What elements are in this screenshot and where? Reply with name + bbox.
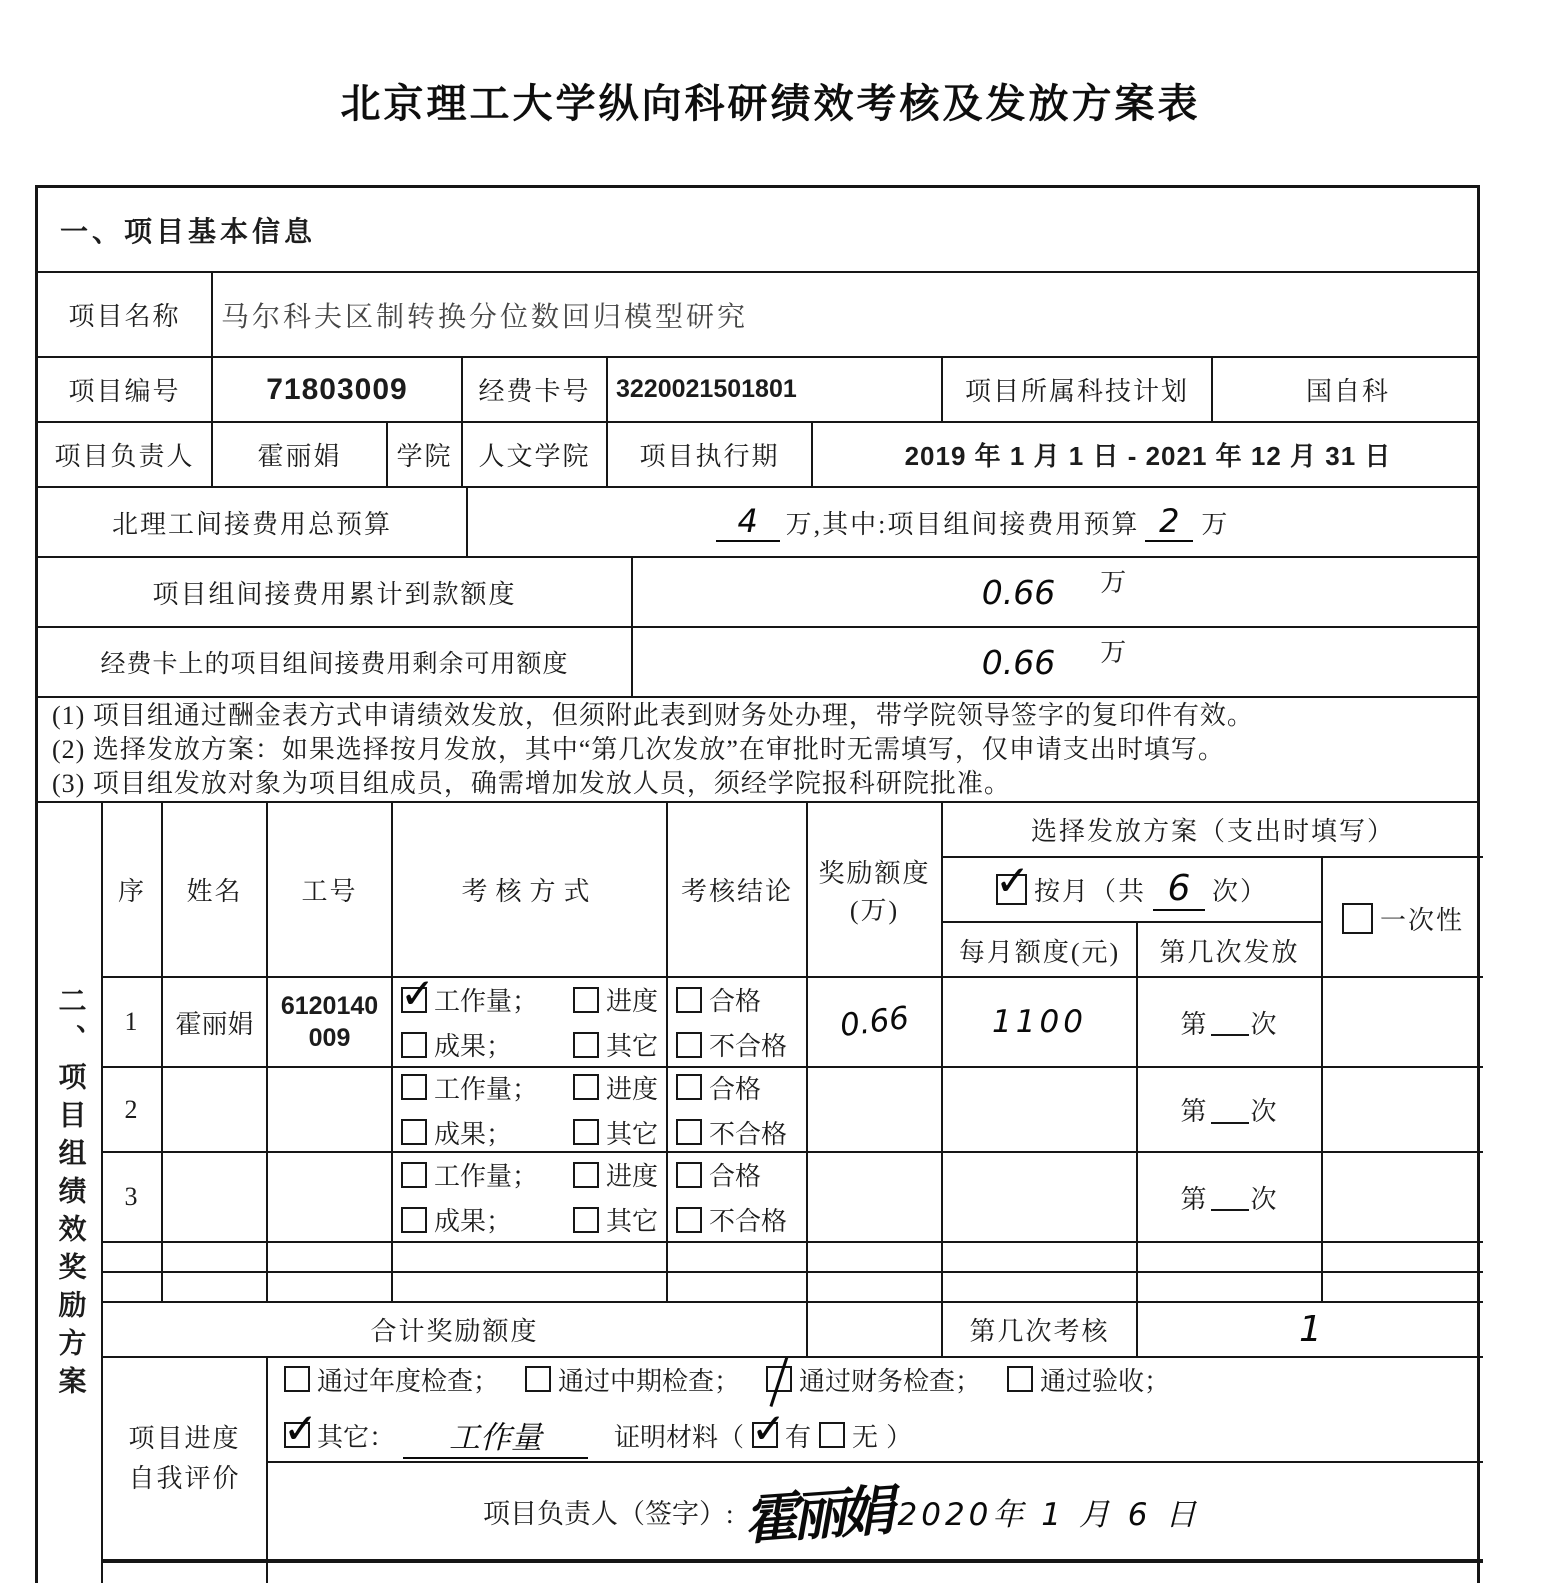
row1-empno-cell [268, 978, 393, 1066]
other-eval-checkbox [284, 1422, 310, 1448]
annual-check-label: 通过年度检查； [317, 1366, 500, 1396]
header-method: 考核方式 [461, 877, 598, 906]
row1-nth-prefix: 第 [1180, 1009, 1209, 1039]
row1-nth-cell [1138, 978, 1323, 1066]
project-no-label-cell [38, 358, 213, 421]
project-no-value-cell [213, 358, 463, 421]
section2-content [103, 803, 1483, 1583]
empty-cell [103, 1243, 163, 1271]
header-name: 姓名 [186, 877, 243, 906]
monthly-option-cell [943, 858, 1323, 923]
empty-cell [1138, 1273, 1323, 1301]
row2-seq-cell [103, 1068, 163, 1151]
signature-date: 2020年 1 月 6 日 [897, 1496, 1201, 1533]
row2-once-cell [1323, 1068, 1483, 1151]
section2-vertical-label-cell [38, 803, 103, 1583]
empty-cell [808, 1243, 943, 1271]
row1-conclusion-cell [668, 978, 808, 1066]
monthly-amount-header-cell [943, 923, 1138, 978]
row2-nth-prefix: 第 [1180, 1097, 1209, 1126]
row3-empno-cell [268, 1153, 393, 1241]
finance-check-checkbox [766, 1366, 792, 1392]
monthly-prefix: 按月（共 [1033, 877, 1146, 906]
header-conclusion-cell [668, 803, 808, 976]
remaining-label-cell [38, 628, 633, 696]
row1-result-label: 成果； [434, 1032, 513, 1061]
row1-fail-label: 不合格 [709, 1032, 788, 1061]
received-label-cell [38, 558, 633, 626]
member-row-2 [103, 1068, 1483, 1153]
empty-row-2 [103, 1273, 1483, 1303]
total-label: 合计奖励额度 [370, 1317, 539, 1346]
remaining-row [38, 628, 1477, 698]
row1-progress-label: 进度 [605, 987, 658, 1016]
received-label: 项目组间接费用累计到款额度 [152, 579, 517, 609]
received-value: 0.66 [981, 572, 1056, 612]
notes-row [38, 698, 1477, 803]
header-empno-cell [268, 803, 393, 976]
monthly-subheaders [943, 923, 1323, 978]
material-has-checkbox [752, 1422, 778, 1448]
remaining-value: 0.66 [981, 642, 1056, 682]
member-row-1 [103, 978, 1483, 1068]
empty-cell [1323, 1243, 1483, 1271]
row3-progress-checkbox [573, 1162, 599, 1188]
signature-label: 项目负责人（签字）: [483, 1498, 734, 1529]
period-value-cell [813, 423, 1483, 486]
empty-cell [668, 1243, 808, 1271]
received-value-cell [633, 558, 1477, 626]
note-3: (3) 项目组发放对象为项目组成员，确需增加发放人员，须经学院报科研院批准。 [52, 768, 1011, 798]
plan-header: 选择发放方案（支出时填写） [1030, 817, 1395, 846]
other-eval-value: 工作量 [403, 1412, 588, 1459]
empty-cell [943, 1273, 1138, 1301]
assess-label-cell [943, 1303, 1138, 1356]
row3-monthly-amount-cell [943, 1153, 1138, 1241]
project-name-label: 项目名称 [68, 302, 181, 331]
signature-name: 霍丽娟 [741, 1478, 890, 1552]
row3-other-label: 其它 [605, 1207, 658, 1236]
header-seq-cell [103, 803, 163, 976]
total-value-cell [808, 1303, 943, 1356]
row1-name: 霍丽娟 [175, 1009, 254, 1039]
project-name-label-cell [38, 273, 213, 356]
row2-name-cell [163, 1068, 268, 1151]
row2-result-checkbox [401, 1119, 427, 1145]
self-eval-checkline-1 [284, 1361, 1467, 1398]
empty-cell [268, 1243, 393, 1271]
clipped-cell [103, 1563, 268, 1583]
form-title: 北京理工大学纵向科研绩效考核及发放方案表 [340, 82, 1201, 126]
row3-nth-suffix: 次 [1250, 1184, 1279, 1214]
pi-label-cell [38, 423, 213, 486]
self-eval-label-cell [103, 1358, 268, 1559]
row3-other-checkbox [573, 1207, 599, 1233]
midterm-check-label: 通过中期检查； [558, 1366, 741, 1396]
empty-row-1 [103, 1243, 1483, 1273]
once-checkbox [1342, 903, 1373, 934]
empty-cell [393, 1243, 668, 1271]
row1-workload-label: 工作量； [434, 987, 539, 1016]
monthly-suffix: 次） [1212, 877, 1269, 906]
header-reward-cell [808, 803, 943, 976]
fund-card-value-cell [608, 358, 943, 421]
material-none-checkbox [819, 1422, 845, 1448]
row3-fail-checkbox [676, 1207, 702, 1233]
row2-workload-checkbox [401, 1074, 427, 1100]
row3-pass-checkbox [676, 1162, 702, 1188]
row3-nth-blank [1211, 1183, 1249, 1211]
project-name-value: 马尔科夫区制转换分位数回归模型研究 [221, 301, 749, 333]
row2-reward-cell [808, 1068, 943, 1151]
row3-nth-prefix: 第 [1180, 1184, 1209, 1214]
row1-pass-checkbox [676, 987, 702, 1013]
finance-check-label: 通过财务检查； [799, 1366, 982, 1396]
row1-workload-checkbox [401, 987, 427, 1013]
note-2: (2) 选择发放方案：如果选择按月发放，其中“第几次发放”在审批时无需填写，仅申请支出时填写。 [52, 734, 1225, 764]
row1-reward-cell [808, 978, 943, 1066]
total-label-cell [103, 1303, 808, 1356]
row3-pass-label: 合格 [709, 1162, 762, 1191]
empty-cell [808, 1273, 943, 1301]
pi-row [38, 423, 1477, 488]
program-value: 国自科 [1305, 377, 1390, 406]
project-no-value: 71803009 [266, 372, 408, 406]
empty-cell [393, 1273, 668, 1301]
row3-seq: 3 [124, 1182, 140, 1211]
header-name-cell [163, 803, 268, 976]
empty-cell [103, 1273, 163, 1301]
material-none-label: 无 [852, 1422, 879, 1452]
plan-header-block [943, 803, 1483, 976]
header-reward-line2: (万) [849, 895, 900, 925]
row1-fail-checkbox [676, 1032, 702, 1058]
material-prefix: 证明材料（ [614, 1422, 745, 1452]
acceptance-check-checkbox [1007, 1366, 1033, 1392]
row2-nth-blank [1211, 1096, 1249, 1124]
row3-progress-label: 进度 [605, 1162, 658, 1191]
row2-pass-checkbox [676, 1074, 702, 1100]
row2-fail-checkbox [676, 1119, 702, 1145]
row1-other-checkbox [573, 1032, 599, 1058]
row3-once-cell [1323, 1153, 1483, 1241]
section2-vertical-label: 二、项目组绩效奖励方案 [54, 985, 86, 1404]
monthly-block [943, 858, 1323, 978]
budget-total-value: 4 [716, 502, 780, 542]
row2-other-checkbox [573, 1119, 599, 1145]
row3-nth-cell [1138, 1153, 1323, 1241]
row3-workload-checkbox [401, 1162, 427, 1188]
material-suffix: ） [886, 1422, 913, 1452]
header-conclusion: 考核结论 [680, 877, 793, 906]
project-no-label: 项目编号 [68, 377, 181, 406]
row1-seq-cell [103, 978, 163, 1066]
row1-monthly-amount-cell [943, 978, 1138, 1066]
row2-seq: 2 [124, 1094, 140, 1124]
row1-other-label: 其它 [605, 1032, 658, 1061]
program-label: 项目所属科技计划 [964, 377, 1189, 406]
note-1: (1) 项目组通过酬金表方式申请绩效发放，但须附此表到财务处办理，带学院领导签字的复印件有效。 [52, 700, 1254, 730]
row1-result-checkbox [401, 1032, 427, 1058]
assess-value-cell [1138, 1303, 1483, 1356]
self-eval-label: 项目进度自我评价 [128, 1423, 241, 1493]
program-value-cell [1213, 358, 1483, 421]
signature-area [268, 1463, 1483, 1559]
form-table [35, 185, 1480, 1583]
section1-heading-row [38, 188, 1477, 273]
remaining-value-cell [633, 628, 1477, 696]
period-label: 项目执行期 [639, 442, 780, 471]
budget-unit: 万 [1201, 509, 1230, 539]
plan-header-cell [943, 803, 1483, 858]
row3-conclusion-cell [668, 1153, 808, 1241]
row2-fail-label: 不合格 [709, 1119, 788, 1149]
row2-other-label: 其它 [605, 1119, 658, 1149]
empty-cell [943, 1243, 1138, 1271]
row1-method-cell [393, 978, 668, 1066]
plan-subheader-block [943, 858, 1483, 978]
row2-nth-cell [1138, 1068, 1323, 1151]
assess-value: 1 [1299, 1309, 1322, 1350]
school-value-cell [463, 423, 608, 486]
header-reward-line1: 奖励额度 [818, 858, 931, 888]
row1-name-cell [163, 978, 268, 1066]
empty-cell [268, 1273, 393, 1301]
self-eval-checkline-2 [284, 1412, 1467, 1459]
monthly-times-value: 6 [1153, 868, 1205, 911]
total-row [103, 1303, 1483, 1358]
empty-cell [163, 1273, 268, 1301]
row1-once-cell [1323, 978, 1483, 1066]
indirect-budget-label: 北理工间接费用总预算 [111, 509, 392, 539]
period-label-cell [608, 423, 813, 486]
row1-pass-label: 合格 [709, 987, 762, 1016]
annual-check-checkbox [284, 1366, 310, 1392]
row3-result-checkbox [401, 1207, 427, 1233]
school-label: 学院 [396, 442, 453, 471]
midterm-check-checkbox [525, 1366, 551, 1392]
budget-mid-text: 万,其中:项目组间接费用预算 [785, 509, 1140, 539]
self-eval-row [103, 1358, 1483, 1563]
row1-monthly-amount: 1100 [992, 1004, 1087, 1040]
header-method-cell [393, 803, 668, 976]
indirect-budget-label-cell [38, 488, 468, 556]
member-row-3 [103, 1153, 1483, 1243]
nth-header-cell [1138, 923, 1323, 978]
material-has-label: 有 [785, 1422, 812, 1452]
school-label-cell [388, 423, 463, 486]
once-label: 一次性 [1379, 905, 1464, 935]
row1-progress-checkbox [573, 987, 599, 1013]
project-number-row [38, 358, 1477, 423]
row2-nth-suffix: 次 [1250, 1097, 1279, 1126]
header-empno: 工号 [301, 877, 358, 906]
self-eval-content [268, 1358, 1483, 1559]
row2-pass-label: 合格 [709, 1074, 762, 1104]
row2-progress-checkbox [573, 1074, 599, 1100]
empty-cell [668, 1273, 808, 1301]
empty-cell [163, 1243, 268, 1271]
period-value: 2019 年 1 月 1 日 - 2021 年 12 月 31 日 [904, 441, 1392, 471]
pi-label: 项目负责人 [54, 442, 195, 471]
row3-fail-label: 不合格 [709, 1207, 788, 1236]
row2-conclusion-cell [668, 1068, 808, 1151]
empty-cell [1323, 1273, 1483, 1301]
fund-card-value: 3220021501801 [616, 375, 797, 403]
row2-method-cell [393, 1068, 668, 1151]
row3-name-cell [163, 1153, 268, 1241]
notes-cell [38, 698, 1477, 801]
school-value: 人文学院 [478, 442, 591, 471]
acceptance-check-label: 通过验收； [1040, 1366, 1171, 1396]
section2-header-row [103, 803, 1483, 978]
clipped-bottom-row [103, 1563, 1483, 1583]
fund-card-label-cell [463, 358, 608, 421]
row1-seq: 1 [124, 1007, 140, 1036]
section1-heading: 一、项目基本信息 [60, 216, 317, 248]
row1-reward: 0.66 [838, 999, 911, 1045]
budget-group-value: 2 [1145, 502, 1193, 542]
indirect-budget-row [38, 488, 1477, 558]
row3-result-label: 成果； [434, 1207, 513, 1236]
row2-progress-label: 进度 [605, 1074, 658, 1104]
empty-cell [1138, 1243, 1323, 1271]
received-row [38, 558, 1477, 628]
section1-heading-cell [38, 188, 1477, 271]
header-seq: 序 [117, 877, 146, 906]
pi-value-cell [213, 423, 388, 486]
other-eval-label: 其它： [317, 1422, 396, 1452]
nth-header: 第几次发放 [1159, 938, 1300, 967]
row2-empno-cell [268, 1068, 393, 1151]
clipped-cell [268, 1563, 1483, 1583]
monthly-amount-header: 每月额度(元) [958, 938, 1121, 967]
row2-monthly-amount-cell [943, 1068, 1138, 1151]
assess-label: 第几次考核 [969, 1317, 1110, 1346]
monthly-checkbox [996, 874, 1027, 905]
fund-card-label: 经费卡号 [478, 377, 591, 406]
row2-workload-label: 工作量； [434, 1074, 539, 1104]
self-eval-checks-cell [268, 1358, 1483, 1463]
program-label-cell [943, 358, 1213, 421]
received-unit: 万 [1100, 567, 1129, 597]
row3-seq-cell [103, 1153, 163, 1241]
pi-value: 霍丽娟 [257, 442, 342, 471]
row3-method-cell [393, 1153, 668, 1241]
once-option-cell [1323, 858, 1483, 978]
remaining-label: 经费卡上的项目组间接费用剩余可用额度 [100, 651, 569, 678]
project-name-value-cell [213, 273, 1477, 356]
section2 [38, 803, 1477, 1583]
row2-result-label: 成果； [434, 1119, 513, 1149]
project-name-row [38, 273, 1477, 358]
row3-workload-label: 工作量； [434, 1162, 539, 1191]
indirect-budget-value-cell [468, 488, 1477, 556]
row1-nth-suffix: 次 [1250, 1009, 1279, 1039]
row3-reward-cell [808, 1153, 943, 1241]
row1-empno: 6120140009 [280, 992, 379, 1052]
row1-nth-blank [1211, 1008, 1249, 1036]
remaining-unit: 万 [1100, 637, 1129, 667]
